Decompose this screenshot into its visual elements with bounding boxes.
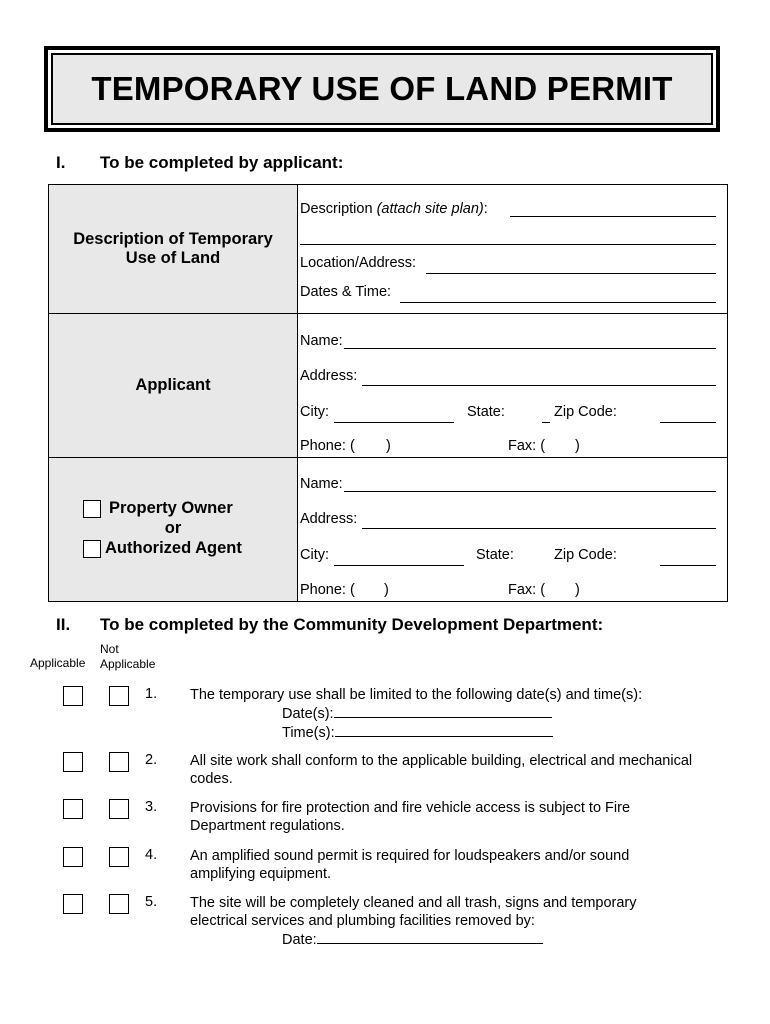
section-1-title: To be completed by applicant: (100, 153, 344, 172)
description-colon: : (483, 201, 488, 217)
item-number: 2. (145, 752, 158, 768)
item-cleanup-date-field[interactable] (317, 930, 543, 944)
item-number: 3. (145, 799, 158, 815)
section-2-title: To be completed by the Community Development Department: (100, 615, 604, 634)
item-line-1: Provisions for fire protection and fire vehicle access is subject to Fire (190, 800, 631, 816)
section-2-heading (0, 615, 770, 637)
applicant-address-label: Address: (300, 368, 358, 384)
dates-sub-label: Date(s): (282, 706, 334, 722)
applicant-form-table (48, 184, 728, 602)
item-line-1: All site work shall conform to the applicable building, electrical and mechanical (190, 753, 693, 769)
applicant-city-label: City: (300, 404, 329, 420)
dates-sub-row (190, 704, 720, 723)
location-label: Location/Address: (300, 255, 417, 271)
applicant-fields-cell (298, 314, 728, 458)
list-item (63, 894, 743, 954)
applicant-phone-close: ) (386, 438, 391, 454)
item-text (190, 686, 720, 742)
property-owner-label: Property Owner (109, 498, 233, 517)
applicant-zip-field[interactable] (660, 408, 716, 423)
applicable-checkbox[interactable] (63, 847, 83, 867)
owner-zip-field[interactable] (660, 551, 716, 566)
owner-label-cell (49, 458, 298, 602)
owner-city-label: City: (300, 547, 329, 563)
item-line-2: electrical services and plumbing facilities removed by: (190, 913, 535, 929)
item-line-2: codes. (190, 771, 233, 787)
owner-city-field[interactable] (334, 551, 464, 566)
not-applicable-checkbox[interactable] (109, 752, 129, 772)
applicant-state-label: State: (467, 404, 505, 420)
date-sub-label: Date: (282, 932, 317, 948)
description-field-2[interactable] (300, 230, 716, 245)
applicant-name-label: Name: (300, 333, 343, 349)
item-text (190, 799, 720, 835)
item-dates-field[interactable] (334, 704, 552, 718)
dates-field[interactable] (400, 288, 716, 303)
location-field[interactable] (426, 259, 716, 274)
owner-fields-cell (298, 458, 728, 602)
section-1-number: I. (56, 153, 66, 172)
applicant-address-field[interactable] (362, 371, 716, 386)
not-applicable-checkbox[interactable] (109, 847, 129, 867)
item-line-2: Department regulations. (190, 818, 345, 834)
item-line-2: amplifying equipment. (190, 866, 332, 882)
or-label: or (164, 518, 182, 537)
title-box (44, 46, 720, 132)
page-title: TEMPORARY USE OF LAND PERMIT (91, 70, 673, 107)
land-label-cell (49, 185, 298, 314)
owner-fax-close: ) (575, 582, 580, 598)
applicant-label-cell (49, 314, 298, 458)
applicable-checkbox[interactable] (63, 799, 83, 819)
item-number: 5. (145, 894, 158, 910)
description-hint: (attach site plan) (376, 201, 484, 217)
owner-zip-label: Zip Code: (554, 547, 617, 563)
owner-fax-label: Fax: ( (508, 582, 546, 598)
applicant-zip-label: Zip Code: (554, 404, 617, 420)
applicant-name-field[interactable] (344, 334, 716, 349)
applicant-city-field[interactable] (334, 408, 454, 423)
owner-address-field[interactable] (362, 514, 716, 529)
not-applicable-checkbox[interactable] (109, 799, 129, 819)
authorized-agent-label: Authorized Agent (105, 538, 242, 557)
applicant-fax-close: ) (575, 438, 580, 454)
owner-name-label: Name: (300, 476, 343, 492)
description-label: Description (300, 201, 377, 217)
item-text (190, 894, 720, 949)
owner-phone-label: Phone: ( (300, 582, 355, 598)
not-applicable-checkbox[interactable] (109, 894, 129, 914)
item-number: 1. (145, 686, 158, 702)
applicant-label: Applicant (135, 376, 211, 394)
applicant-fax-label: Fax: ( (508, 438, 546, 454)
owner-address-label: Address: (300, 511, 358, 527)
list-item (63, 847, 743, 887)
item-times-field[interactable] (335, 723, 553, 737)
applicable-checkbox[interactable] (63, 894, 83, 914)
applicant-state-field[interactable] (542, 408, 550, 423)
dates-label: Dates & Time: (300, 284, 392, 300)
times-sub-row (190, 723, 720, 742)
applicable-checkbox[interactable] (63, 686, 83, 706)
date-sub-row (190, 930, 720, 949)
applicable-checkbox[interactable] (63, 752, 83, 772)
description-row (300, 201, 488, 217)
item-line-1: An amplified sound permit is required for loudspeakers and/or sound (190, 848, 630, 864)
title-inner (51, 53, 713, 125)
section-1-heading (0, 153, 770, 175)
authorized-agent-checkbox[interactable] (83, 540, 101, 558)
property-owner-checkbox[interactable] (83, 500, 101, 518)
item-number: 4. (145, 847, 158, 863)
applicant-phone-label: Phone: ( (300, 438, 355, 454)
not-applicable-checkbox[interactable] (109, 686, 129, 706)
owner-state-label: State: (476, 547, 514, 563)
item-text (190, 847, 720, 883)
land-label-line2: Use of Land (125, 249, 221, 267)
not-applicable-header-line2: Applicable (100, 657, 156, 671)
owner-name-field[interactable] (344, 477, 716, 492)
not-applicable-header-line1: Not (100, 642, 119, 656)
list-item (63, 799, 743, 839)
item-line-1: The site will be completely cleaned and all trash, signs and temporary (190, 895, 637, 911)
item-line-1: The temporary use shall be limited to the following date(s) and time(s): (190, 687, 643, 703)
list-item (63, 752, 743, 792)
item-text (190, 752, 720, 788)
times-sub-label: Time(s): (282, 725, 335, 741)
land-fields-cell (298, 185, 728, 314)
owner-phone-close: ) (384, 582, 389, 598)
description-field[interactable] (510, 202, 716, 217)
applicable-column-header: Applicable (30, 656, 86, 670)
land-label-line1: Description of Temporary (73, 230, 273, 248)
section-2-number: II. (56, 615, 71, 634)
list-item (63, 686, 743, 742)
